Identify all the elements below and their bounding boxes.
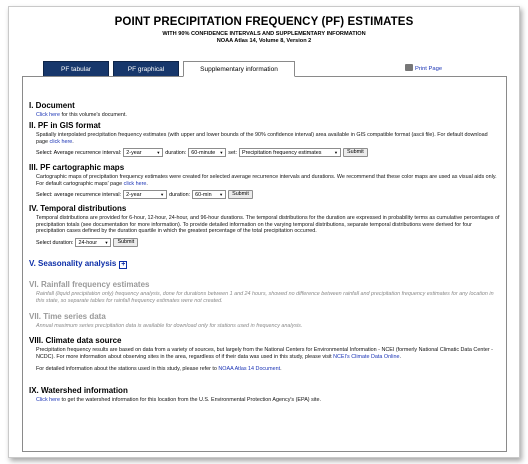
temporal-selection-row: Select duration: 24-hour ▼ Submit [36, 238, 500, 247]
gis-download-link[interactable]: click here [49, 138, 73, 145]
section-heading: I. Document [29, 101, 75, 110]
section-temporal-distributions: IV. Temporal distributions Temporal distributions are provided for 6-hour, 12-hour, 24-hour, and 96-hour durations. The temporal distributions for the duration are expressed in probability terms as cumulative percentages of precipitation totals (see documentation for more information). To provide detailed information on the varying temporal distributions, separate temporal distributions were derived for four precipitation cases defined by the duration quartile in which the greatest percentage of the total precipitation occurred. Select duration: 24-hour ▼ Submit [29, 204, 500, 246]
noaa-atlas-document-link[interactable]: NOAA Atlas 14 Document [218, 366, 281, 373]
chevron-down-icon: ▼ [334, 150, 338, 156]
page-card [8, 6, 520, 458]
maps-submit-button[interactable]: Submit [228, 190, 253, 199]
printer-icon [405, 64, 413, 71]
section-heading: VII. Time series data [29, 312, 106, 321]
section-climate-data-source: VIII. Climate data source Precipitation frequency results are based on data from a variety of sources, but largely from the National Centers for Environmental Information - NCEI (formerly National Climatic Data Center - NCDC). For more information about observing sites in the area, regardless of if their data was used in this study, please visit NCEI's Climate Data Online. For detailed information about the stations used in this study, please refer to NOAA Atlas 14 Document. [29, 336, 500, 373]
chevron-down-icon: ▼ [156, 150, 161, 156]
gis-selection-row: Select: Average recurrence interval: 2-year ▼ duration: 60-minute ▼ set: Precipitation frequency estimates ▼ Submit [36, 148, 500, 157]
section-heading: III. PF cartographic maps [29, 163, 125, 172]
section-gis: II. PF in GIS format Spatially interpolated precipitation frequency estimates (with upper and lower bounds of the 90% confidence interval) area available in GIS compatible format (ascii file). For default download page click here. Select: Average recurrence interval: 2-year ▼ duration: 60-minute ▼ set: Precipitation frequency estimates ▼ Submit [29, 121, 500, 157]
expand-icon[interactable]: + [121, 261, 126, 268]
section-time-series: VII. Time series data Annual maximum series precipitation data is available for download only for stations used in frequency analysis. [29, 312, 500, 330]
section-rainfall-frequency: VI. Rainfall frequency estimates Rainfall (liquid precipitation only) frequency analysis, done for durations between 1 and 24 hours, showed no difference between rainfall and precipitation frequency estimates for any location in this state, so separate tables for rainfall frequency estimates were not created. [29, 280, 500, 304]
section-heading: II. PF in GIS format [29, 121, 101, 130]
gis-submit-button[interactable]: Submit [343, 148, 368, 157]
section-document: I. Document Click here for this volume's document. [29, 101, 500, 119]
chevron-down-icon: ▼ [104, 240, 109, 246]
gis-interval-select[interactable]: 2-year ▼ [123, 148, 163, 157]
maps-interval-select[interactable]: 2-year ▼ [123, 190, 167, 199]
print-page-link[interactable] [405, 64, 442, 72]
section-heading: IV. Temporal distributions [29, 204, 127, 213]
section-heading: IX. Watershed information [29, 386, 128, 395]
maps-selection-row: Select: average recurrence interval: 2-year ▼ duration: 60-min ▼ Submit [36, 190, 500, 199]
maps-duration-select[interactable]: 60-min ▼ [192, 190, 226, 199]
supplementary-panel [22, 76, 507, 452]
chevron-down-icon: ▼ [160, 192, 165, 198]
gis-set-select[interactable]: Precipitation frequency estimates ▼ [239, 148, 341, 157]
document-link[interactable]: Click here [36, 112, 60, 118]
maps-default-link[interactable]: click here [123, 180, 147, 187]
section-heading: VI. Rainfall frequency estimates [29, 280, 150, 289]
gis-duration-select[interactable]: 60-minute ▼ [188, 148, 226, 157]
ncei-climate-data-link[interactable]: NCEI's Climate Data Online [333, 353, 400, 360]
temporal-duration-select[interactable]: 24-hour ▼ [75, 238, 111, 247]
section-cartographic-maps: III. PF cartographic maps Cartographic maps of precipitation frequency estimates were created for selected average recurrence intervals and durations. We recommend that these color maps are used as visual aids only. For default cartographic maps' page click here. Select: average recurrence interval: 2-year ▼ duration: 60-min ▼ Submit [29, 163, 500, 199]
section-heading: V. Seasonality analysis [29, 259, 117, 268]
tab-pf-tabular[interactable]: PF tabular [43, 61, 109, 76]
tab-supplementary-information[interactable]: Supplementary information [183, 61, 295, 77]
section-seasonality [29, 259, 500, 269]
section-heading: VIII. Climate data source [29, 336, 122, 345]
chevron-down-icon: ▼ [219, 192, 224, 198]
watershed-link[interactable]: Click here [36, 397, 60, 403]
atlas-version: NOAA Atlas 14, Volume 8, Version 2 [216, 38, 312, 44]
section-watershed: IX. Watershed information Click here to get the watershed information for this location from the U.S. Environmental Protection Agency's (EPA) site. [29, 386, 500, 404]
page-subtitle: WITH 90% CONFIDENCE INTERVALS AND SUPPLEMENTARY INFORMATION [162, 31, 366, 37]
temporal-submit-button[interactable]: Submit [113, 238, 138, 247]
tab-pf-graphical[interactable]: PF graphical [113, 61, 179, 76]
chevron-down-icon: ▼ [219, 150, 224, 156]
print-page-label: Print Page [415, 66, 443, 72]
page-title: POINT PRECIPITATION FREQUENCY (PF) ESTIMATES [114, 16, 414, 28]
